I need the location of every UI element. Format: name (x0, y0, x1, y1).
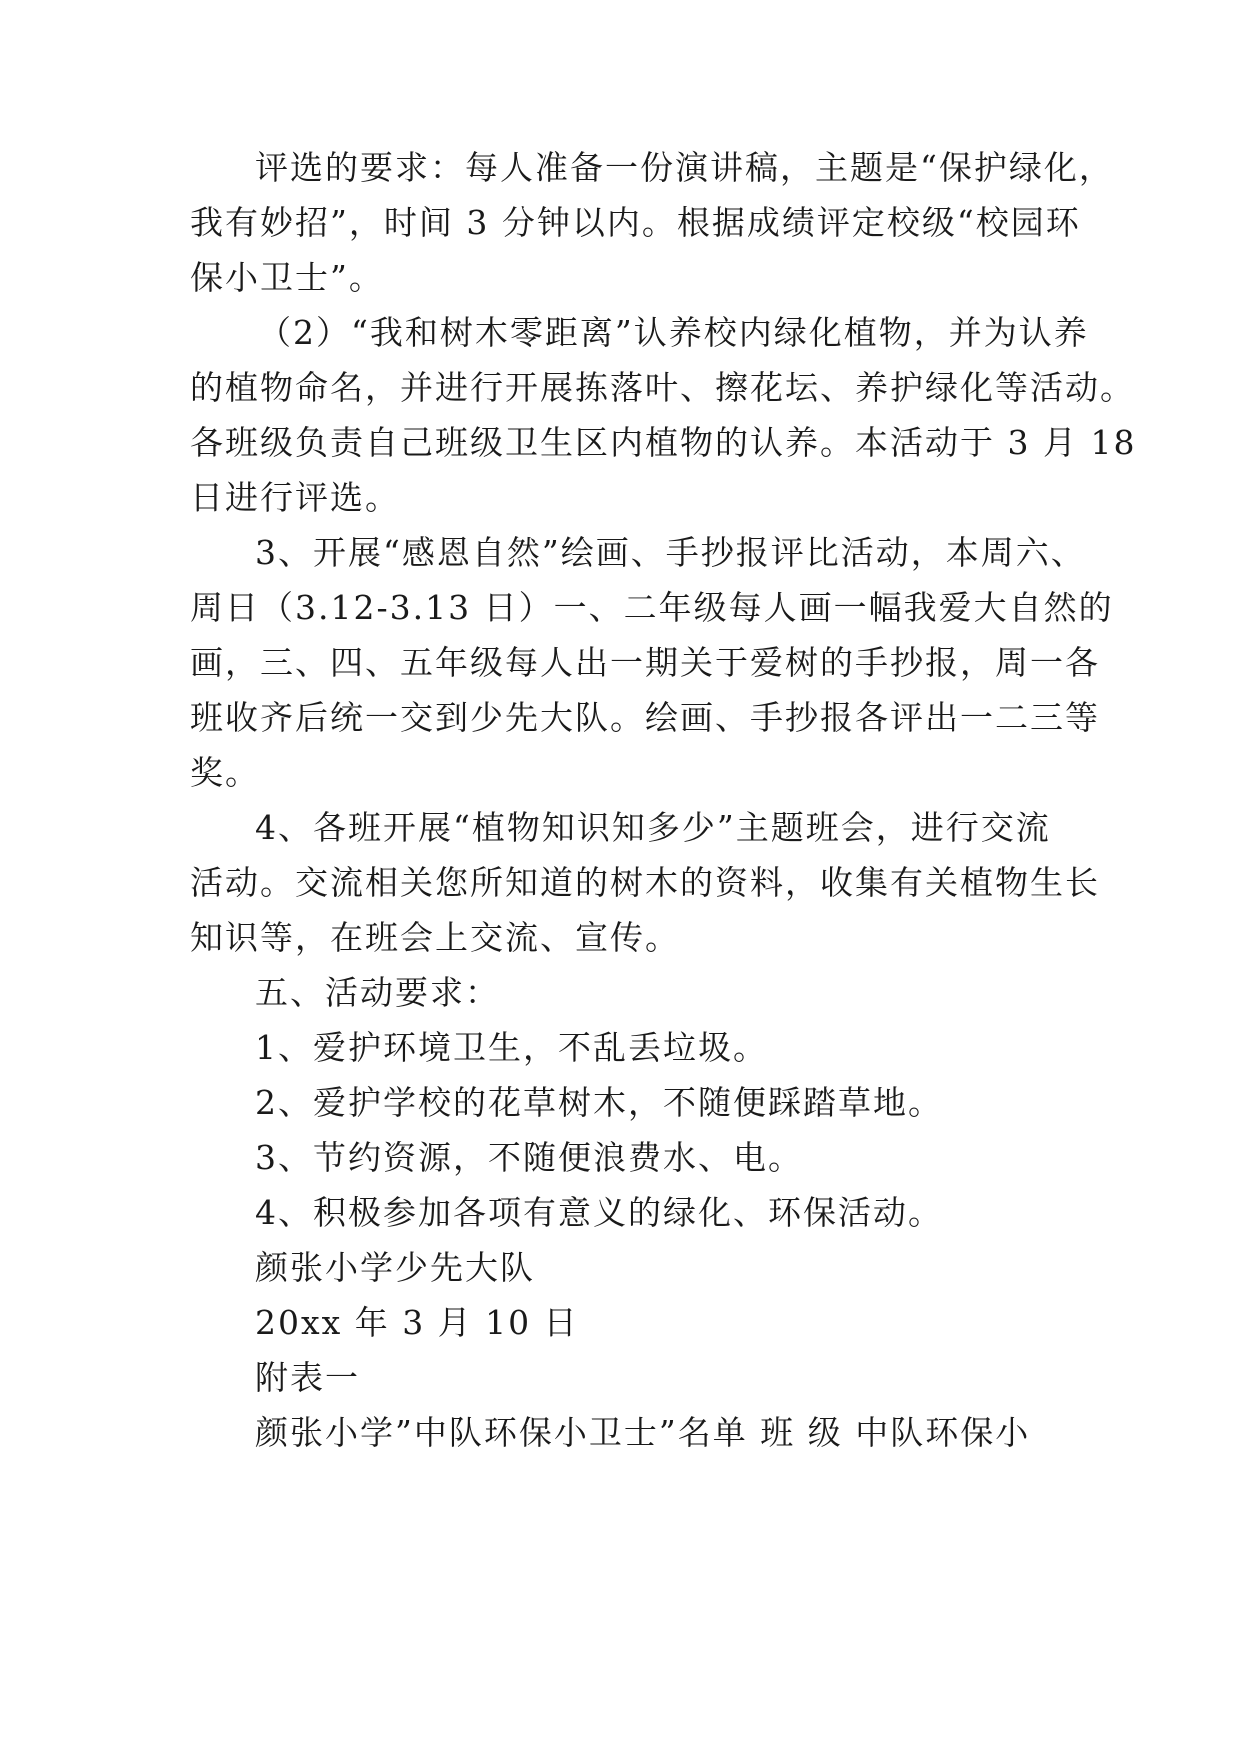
signature-organization: 颜张小学少先大队 (255, 1248, 535, 1287)
paragraph-line-3: 保小卫士”。 (190, 258, 384, 297)
paragraph-line-7: 日进行评选。 (190, 478, 400, 517)
requirement-item-3: 3、节约资源，不随便浪费水、电。 (255, 1138, 803, 1177)
section-heading: 五、活动要求： (255, 973, 500, 1012)
signature-date: 20xx 年 3 月 10 日 (255, 1303, 579, 1342)
paragraph-line-15: 知识等，在班会上交流、宣传。 (190, 918, 680, 957)
paragraph-line-4: （2）“我和树木零距离”认养校内绿化植物，并为认养 (258, 313, 1089, 352)
paragraph-line-11: 班收齐后统一交到少先大队。绘画、手抄报各评出一二三等 (190, 698, 1100, 737)
paragraph-line-1: 评选的要求：每人准备一份演讲稿，主题是“保护绿化， (255, 148, 1114, 187)
requirement-item-2: 2、爱护学校的花草树木，不随便踩踏草地。 (255, 1083, 943, 1122)
paragraph-line-9: 周日（3.12-3.13 日）一、二年级每人画一幅我爱大自然的 (190, 588, 1114, 627)
appendix-table-header: 颜张小学”中队环保小卫士”名单 班 级 中队环保小 (255, 1413, 1031, 1452)
requirement-item-1: 1、爱护环境卫生，不乱丢垃圾。 (255, 1028, 768, 1067)
paragraph-line-5: 的植物命名，并进行开展拣落叶、擦花坛、养护绿化等活动。 (190, 368, 1135, 407)
requirement-item-4: 4、积极参加各项有意义的绿化、环保活动。 (255, 1193, 943, 1232)
appendix-title: 附表一 (255, 1358, 360, 1397)
paragraph-line-10: 画，三、四、五年级每人出一期关于爱树的手抄报，周一各 (190, 643, 1100, 682)
paragraph-line-14: 活动。交流相关您所知道的树木的资料，收集有关植物生长 (190, 863, 1100, 902)
paragraph-line-13: 4、各班开展“植物知识知多少”主题班会，进行交流 (255, 808, 1051, 847)
paragraph-line-6: 各班级负责自己班级卫生区内植物的认养。本活动于 3 月 18 (190, 423, 1137, 462)
paragraph-line-8: 3、开展“感恩自然”绘画、手抄报评比活动，本周六、 (255, 533, 1086, 572)
paragraph-line-2: 我有妙招”，时间 3 分钟以内。根据成绩评定校级“校园环 (190, 203, 1081, 242)
paragraph-line-12: 奖。 (190, 753, 260, 792)
